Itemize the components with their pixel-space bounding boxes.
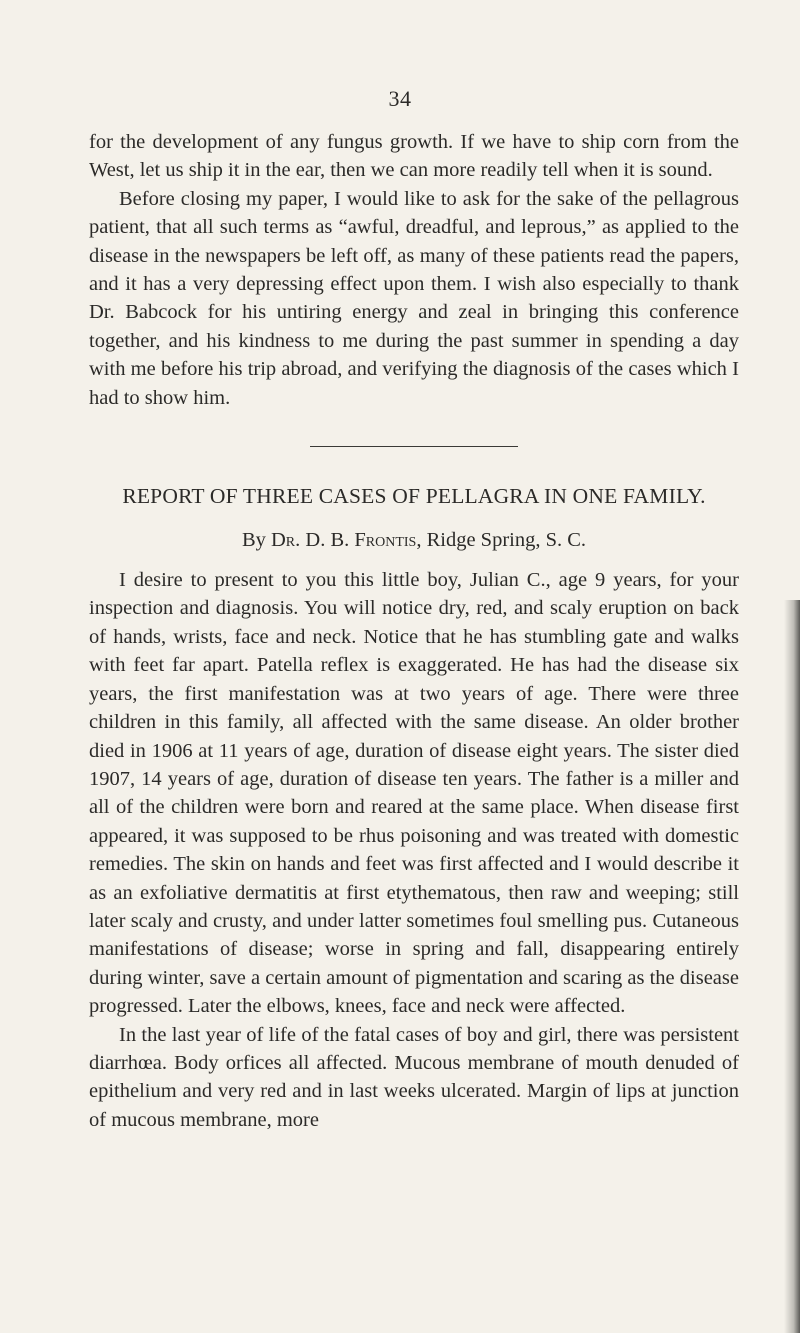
report-paragraph-case-presentation: I desire to present to you this little boy, Julian C., age 9 years, for your inspection and diagnosis. You will notice dry, red, and scaly eruption on back of hands, wrists, face and neck. Notice that he has stumbling gate and walks with feet far apart. Patella reflex is exaggerated. He has had the disease six years, the first manifestation was at two years of age. There were three children in this family, all affected with the same disease. An older brother died in 1906 at 11 years of age, duration of disease eight years. The sister died 1907, 14 years of age, duration of disease ten years. The father is a miller and all of the children were born and reared at the same place. When disease first appeared, it was supposed to be rhus poisoning and was treated with domestic remedies. The skin on hands and feet was first affected and I would describe it as an exfoliative dermatitis at first etythematous, then raw and weeping; still later scaly and crusty, and under latter sometimes foul smelling pus. Cutaneous manifestations of disease; worse in spring and fall, disappearing entirely during winter, save a certain amount of pigmentation and scaring as the disease progressed. Later the elbows, knees, face and neck were affected. <box>89 569 739 1018</box>
report-byline <box>89 526 739 554</box>
report-paragraph-fatal-cases: In the last year of life of the fatal cases of boy and girl, there was persistent diarrhœa. Body orfices all affected. Mucous membrane of mouth denuded of epithelium and very red and in last weeks ulcerated. Margin of lips at junction of mucous membrane, more <box>89 1023 739 1131</box>
report-title: REPORT OF THREE CASES OF PELLAGRA IN ONE FAMILY. <box>122 484 706 509</box>
author-name: Dr. D. B. Frontis <box>271 529 417 552</box>
paragraph-closing-remarks: Before closing my paper, I would like to ask for the sake of the pellagrous patient, that all such terms as “awful, dreadful, and leprous,” as applied to the disease in the newspapers be left off, as many of these patients read the papers, and it has a very depressing effect upon them. I wish also especially to thank Dr. Babcock for his untiring energy and zeal in bringing this conference together, and his kindness to me during the past summer in spending a day with me before his trip abroad, and verifying the diagnosis of the cases which I had to show him. <box>89 187 739 409</box>
byline-prefix: By <box>241 529 266 552</box>
paragraph-continuation: for the development of any fungus growth. If we have to ship corn from the West, let us ship it in the ear, then we can more readily tell when it is sound. <box>89 131 739 182</box>
page-edge-shadow <box>784 600 800 1333</box>
author-affiliation: , Ridge Spring, S. C. <box>416 529 587 552</box>
page-body <box>89 128 739 1134</box>
page-number: 34 <box>388 86 412 111</box>
section-divider <box>310 446 518 447</box>
